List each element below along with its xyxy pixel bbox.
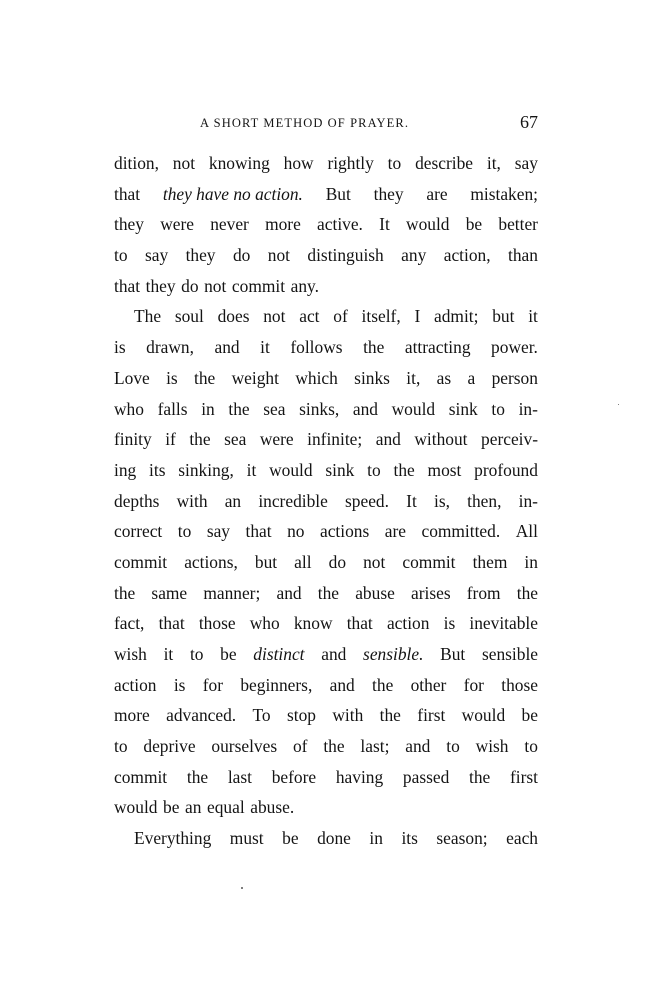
word: But — [325, 183, 351, 204]
word: last; — [360, 736, 390, 757]
word: sea — [263, 398, 286, 419]
word: without — [414, 429, 468, 450]
body-text — [114, 148, 538, 854]
word: All — [515, 521, 538, 542]
word: abuse — [355, 582, 395, 603]
text-line — [114, 271, 538, 302]
word: The — [134, 306, 162, 327]
word: mistaken; — [470, 183, 538, 204]
text-line — [114, 731, 538, 762]
word: they — [145, 275, 176, 296]
word: perceiv- — [481, 429, 538, 450]
word: the — [194, 367, 216, 388]
word: it, — [486, 153, 501, 173]
word: to — [114, 736, 128, 757]
text-line — [114, 792, 538, 823]
word: to — [446, 736, 460, 757]
word: for — [463, 674, 484, 695]
word: would — [391, 398, 436, 419]
word: are — [426, 183, 448, 204]
word: deprive — [143, 736, 196, 757]
word: in — [201, 398, 215, 419]
word: before — [271, 766, 317, 787]
text-line — [114, 179, 538, 210]
word: itself, — [361, 306, 401, 327]
running-title: A SHORT METHOD OF PRAYER. — [200, 116, 410, 130]
paragraph — [114, 148, 538, 301]
word: the — [323, 736, 345, 757]
word: of — [292, 736, 308, 757]
word: weight — [231, 367, 279, 388]
word: they — [185, 245, 216, 266]
word: I — [414, 306, 421, 327]
word: be — [465, 214, 483, 235]
word: were — [160, 214, 194, 235]
word: any. — [290, 275, 319, 296]
word: are — [384, 521, 406, 542]
word: distinguish — [307, 245, 384, 266]
word: stop — [286, 705, 316, 726]
page-number: 67 — [520, 112, 538, 132]
word: equal — [207, 797, 245, 818]
word: be — [521, 705, 538, 726]
word: falls — [157, 398, 188, 419]
word: an — [185, 797, 202, 818]
word: commit — [114, 766, 168, 787]
text-line — [114, 240, 538, 271]
word: would — [114, 797, 158, 818]
word: how — [283, 153, 314, 173]
word: to — [114, 245, 128, 266]
word: that — [114, 183, 141, 204]
word: sink — [448, 398, 478, 419]
word: and — [321, 644, 347, 664]
word: the — [186, 766, 209, 787]
word: action, — [443, 245, 491, 266]
word: its — [401, 828, 418, 849]
word: committed. — [421, 521, 501, 542]
text-line — [114, 209, 538, 240]
word: the — [372, 674, 394, 695]
word: more — [114, 705, 150, 726]
word: each — [506, 828, 538, 849]
word: But — [440, 644, 466, 664]
word: other — [410, 674, 447, 695]
word: sink — [325, 459, 355, 480]
word: first — [509, 766, 538, 787]
text-line — [114, 301, 538, 332]
word: admit; — [434, 306, 479, 327]
word: It — [406, 490, 417, 511]
word: than — [507, 245, 538, 266]
emphasized-word: sensible. — [363, 644, 424, 664]
word: in — [369, 828, 383, 849]
word: actions, — [184, 551, 238, 572]
text-line — [114, 148, 538, 179]
word: know — [293, 613, 333, 634]
word: any — [401, 245, 427, 266]
word: the — [469, 766, 491, 787]
word: from — [466, 582, 501, 603]
word: Everything — [134, 828, 212, 849]
page-header — [200, 112, 540, 136]
word: would — [406, 214, 450, 235]
word: drawn, — [146, 337, 194, 358]
text-line — [114, 639, 538, 670]
word: more — [265, 214, 301, 235]
word: finity — [114, 429, 152, 450]
word: to — [491, 398, 505, 419]
word: It — [379, 214, 390, 235]
word: no — [287, 521, 305, 542]
word: act — [299, 306, 320, 327]
word: not — [267, 245, 290, 266]
text-line — [114, 823, 538, 854]
word: sinks — [354, 367, 390, 388]
emphasized-word: they have no action. — [162, 183, 303, 204]
text-line — [114, 762, 538, 793]
word: say — [144, 245, 169, 266]
word: incredible — [258, 490, 328, 511]
word: commit — [402, 551, 456, 572]
word: then, — [467, 490, 502, 511]
word: it — [163, 644, 174, 664]
word: done — [317, 828, 351, 849]
word: action — [386, 613, 430, 634]
word: most — [427, 459, 462, 480]
word: and — [352, 398, 378, 419]
text-line — [114, 332, 538, 363]
print-speck — [241, 887, 243, 889]
word: is, — [433, 490, 450, 511]
word: the — [228, 398, 250, 419]
word: the — [516, 582, 538, 603]
word: those — [501, 674, 538, 695]
word: is — [166, 367, 178, 388]
word: its — [149, 459, 166, 480]
word: the — [114, 582, 136, 603]
word: ourselves — [211, 736, 278, 757]
emphasized-word: distinct — [253, 644, 305, 664]
word: never — [210, 214, 249, 235]
word: if — [165, 429, 176, 450]
text-line — [114, 608, 538, 639]
word: last — [227, 766, 252, 787]
text-line — [114, 455, 538, 486]
word: describe — [415, 153, 474, 173]
paragraph — [114, 823, 538, 854]
word: Love — [114, 367, 150, 388]
word: the — [363, 337, 385, 358]
word: power. — [491, 337, 538, 358]
paragraph — [114, 301, 538, 823]
word: knowing — [208, 153, 270, 173]
word: but — [492, 306, 515, 327]
word: in — [524, 551, 538, 572]
text-line — [114, 516, 538, 547]
word: speed. — [345, 490, 389, 511]
text-line — [114, 700, 538, 731]
word: beginners, — [240, 674, 313, 695]
word: be — [220, 644, 237, 664]
word: an — [224, 490, 242, 511]
word: and — [214, 337, 240, 358]
word: to — [387, 153, 402, 173]
word: in- — [518, 490, 538, 511]
word: profound — [474, 459, 538, 480]
word: rightly — [327, 153, 374, 173]
word: not — [204, 275, 227, 296]
word: is — [114, 337, 126, 358]
word: to — [189, 644, 204, 664]
word: which — [295, 367, 338, 388]
print-speck — [618, 404, 619, 405]
word: it — [246, 459, 257, 480]
text-line — [114, 670, 538, 701]
word: sinking, — [178, 459, 234, 480]
word: the — [379, 705, 401, 726]
word: better — [498, 214, 538, 235]
word: dition, — [114, 153, 159, 173]
word: person — [491, 367, 538, 388]
word: the — [317, 582, 340, 603]
word: and — [276, 582, 302, 603]
word: all — [294, 551, 312, 572]
word: commit — [114, 551, 168, 572]
word: the — [189, 429, 211, 450]
word: wish — [114, 644, 147, 664]
word: it — [260, 337, 270, 358]
word: wish — [475, 736, 509, 757]
text-line — [114, 363, 538, 394]
word: fact, — [114, 613, 145, 634]
text-line — [114, 394, 538, 425]
word: must — [229, 828, 264, 849]
word: with — [176, 490, 208, 511]
word: a — [467, 367, 476, 388]
word: is — [173, 674, 186, 695]
word: actions — [319, 521, 370, 542]
word: do — [232, 245, 251, 266]
text-line — [114, 486, 538, 517]
word: sensible — [481, 644, 538, 664]
word: it — [528, 306, 538, 327]
word: and — [329, 674, 355, 695]
word: it, — [406, 367, 421, 388]
word: but — [254, 551, 278, 572]
word: passed — [402, 766, 450, 787]
word: not — [263, 306, 286, 327]
word: having — [335, 766, 384, 787]
word: who — [114, 398, 144, 419]
word: to — [367, 459, 381, 480]
word: sea — [224, 429, 247, 450]
word: of — [333, 306, 348, 327]
word: not — [172, 153, 196, 173]
word: who — [249, 613, 280, 634]
word: say — [514, 153, 538, 173]
word: commit — [231, 275, 286, 296]
word: manner; — [203, 582, 261, 603]
word: depths — [114, 490, 160, 511]
word: same — [151, 582, 188, 603]
word: that — [114, 275, 141, 296]
word: follows — [290, 337, 343, 358]
word: advanced. — [166, 705, 237, 726]
word: and — [405, 736, 431, 757]
word: them — [472, 551, 508, 572]
word: inevitable — [469, 613, 538, 634]
word: as — [436, 367, 452, 388]
word: To — [252, 705, 271, 726]
word: for — [202, 674, 224, 695]
word: to — [177, 521, 192, 542]
word: would — [269, 459, 313, 480]
word: does — [217, 306, 250, 327]
word: and — [375, 429, 401, 450]
word: they — [114, 214, 144, 235]
word: those — [198, 613, 236, 634]
word: in- — [518, 398, 538, 419]
text-line — [114, 578, 538, 609]
word: first — [417, 705, 446, 726]
word: the — [393, 459, 415, 480]
word: abuse. — [250, 797, 295, 818]
word: soul — [174, 306, 204, 327]
word: is — [443, 613, 456, 634]
word: not — [363, 551, 386, 572]
word: arises — [410, 582, 451, 603]
word: attracting — [404, 337, 471, 358]
word: be — [282, 828, 299, 849]
word: to — [524, 736, 538, 757]
word: that — [245, 521, 272, 542]
word: correct — [114, 521, 163, 542]
word: would — [461, 705, 506, 726]
word: be — [163, 797, 180, 818]
word: ing — [114, 459, 137, 480]
word: that — [346, 613, 373, 634]
word: do — [181, 275, 199, 296]
word: they — [373, 183, 404, 204]
word: sinks, — [299, 398, 340, 419]
word: with — [332, 705, 364, 726]
text-line — [114, 547, 538, 578]
word: active. — [317, 214, 363, 235]
word: were — [259, 429, 294, 450]
word: say — [206, 521, 230, 542]
text-line — [114, 424, 538, 455]
word: infinite; — [307, 429, 363, 450]
word: action — [114, 674, 157, 695]
word: season; — [436, 828, 488, 849]
word: that — [158, 613, 185, 634]
word: do — [328, 551, 347, 572]
